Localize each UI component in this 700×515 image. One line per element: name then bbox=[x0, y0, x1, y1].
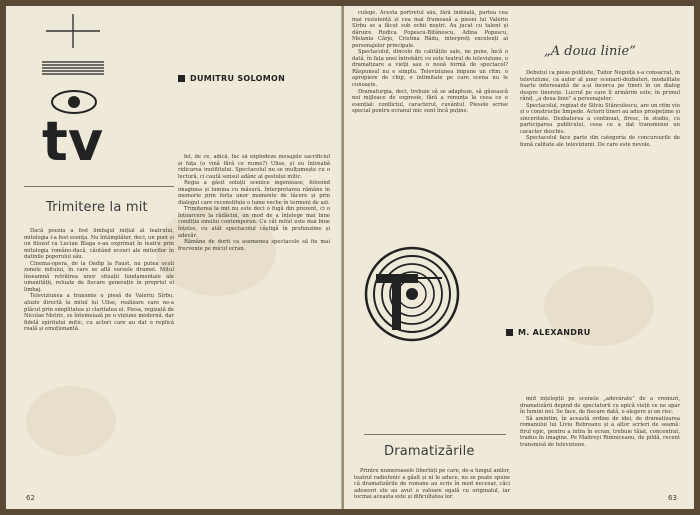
author-byline-2: M. ALEXANDRU bbox=[506, 328, 591, 337]
author-byline: DUMITRU SOLOMON bbox=[178, 74, 285, 83]
article-title-2: Dramatizările bbox=[384, 444, 475, 459]
tv-logo-icon bbox=[38, 14, 108, 164]
left-page bbox=[6, 6, 342, 509]
article-column-3: culege. Acesta portretul său, fără îndoială, partea cea mai rezistentă și cea mai frumoasă a piesei lui Valeriu Sîrbu se a făcut sub ochii noștri. Au jucat cu talent și dăruire Rodica Popescu-Bitănescu, Adina Popescu, Melania Cârje, Cristina Rădu, interpreți excelenți ai personajelor principale. Spectacolul, dincolo de calitățile sale, ne pune, încă o dată, în fața unei întrebări: ce este teatrul de televiziune, o dramatizare a vieții sau o nouă formă de spectacol? Răspunsul nu e simplu. Televiziunea impune un ritm, o apropiere de chip, o intimitate pe care scena nu le cunoaște. Dramaturgia, deci, trebuie să se adapteze, să găsească noi mijloace de expresie, fără a renunța la ceea ce e esențial: conflictul, caracterul, cuvântul. Piesele scrise special pentru ecranul mic sunt încă puține. bbox=[352, 10, 508, 115]
page-number: 62 bbox=[26, 494, 35, 502]
tp-logo-icon bbox=[362, 244, 462, 344]
page-number-2: 63 bbox=[668, 494, 677, 502]
article-column-1: Dacă poezia a fost limbajul inițial al teatrului, mitologia i-a fost esența. Nu întâmplător, deci, un poet și un filozof ca Lucian Blaga s-au exprimat în teatru prin mitologia româno-dacă, căutând ecouri ale miturilor în datinile poporului său. Cinema-opera, de la Oedip la Faust, nu putea ocoli zonele mitului, în care se află sursele dramei. Mitul înseamnă retrăirea unor situații fundamentale ale umanității, reluate de fiecare generație în propriul ei limbaj. Televiziunea a transmis o piesă de Valeriu Sîrbu, aluzie directă la mitul lui Ulise, realizare care ne-a plăcut prin simplitatea și claritatea ei. Piesa, regizată de Nicolae Motric, se întemeiază pe o viziune modernă, dar fidelă spiritului mitic, cu actori care au dat o replică reală și emoționantă. bbox=[24, 228, 174, 333]
article-title: Trimitere la mit bbox=[46, 200, 148, 215]
article-column-6: mid înțelepții pe scenele „adevărate” de a vremuri, dramatizării depind de spectatorii cu epică vieții ce ne apar în lumini noi. Se face, de fiecare dată, o alegere și un risc. Să amintim, în această ordine de idei, de dramatizarea romanului lui Liviu Rebreanu și a altor scrieri de seamă: firul epic, pentru a intra în ecran, trebuie tăiat, concentrat, tradus în imagine. Pe Maitreyi Rimniceanu, de pildă, recent transmisă de televiziune. bbox=[520, 396, 680, 448]
article-column-2: fel, de ce, adică, fac să explodeze mesajele sacrificiul și fața (o vină fără ce nume?) Ulise, și eu întreabă ridicarea inutilitului. Spectacolul nu se mulțumește cu o lectură, ci caută sensul adânc al gestului mitic. Regia a găsit soluții scenice ingenioase, folosind imaginea și lumina cu măsură. Interpretarea rămâne în memorie prin forța unor momente de tăcere și prin dialogul care reconstituie o lume veche în termeni de azi. Trimiterea la mit nu este deci o fugă din prezent, ci o întoarcere la rădăcini, un mod de a înțelege mai bine condiția omului contemporan. Cu cât mitul este mai bine înțeles, cu atât spectacolul câștigă în profunzime și adevăr. Rămâne de dorit ca asemenea spectacole să fie mai frecvente pe micul ecran. bbox=[178, 154, 330, 252]
section-title: „A doua linie” bbox=[544, 44, 636, 59]
article-column-5: Printre numeroasele libertăți pe care, de-a lungul anilor, teatrul radiofonic a găsit și ni le aduce, nu se poate spune că dramatizările de romane au scris în mod necesar, căci adeseori ele au avut o valoare egală cu originalul, iar tocmai aceasta este și dificultatea lor. bbox=[354, 468, 510, 501]
article-column-4: Debutul ca piese polițiste, Tudor Negoiță s-a consacrat, în televiziune, ca autor al unor scenarii-dezbateri, modalitate foarte interesantă de a-și încerca pe tineri în un dialog despre tinerețe. Lucrul pe care îl urmărim este, în primul rând, „a doua linie” a personajelor. Spectacolul, regizat de Silviu Stănculescu, are un ritm viu și o construcție limpede. Actorii tineri au adus prospețime și sinceritate. Dezbaterea a continuat, firesc, în studio, cu participarea publicului, ceea ce a dat transmisiei un caracter deschis. Spectacolul face parte din categoria de concursurile de bună calitate ale televiziunii. De care este nevoie. bbox=[520, 70, 680, 149]
svg-text:tv: tv bbox=[42, 110, 104, 164]
right-page bbox=[344, 6, 694, 509]
